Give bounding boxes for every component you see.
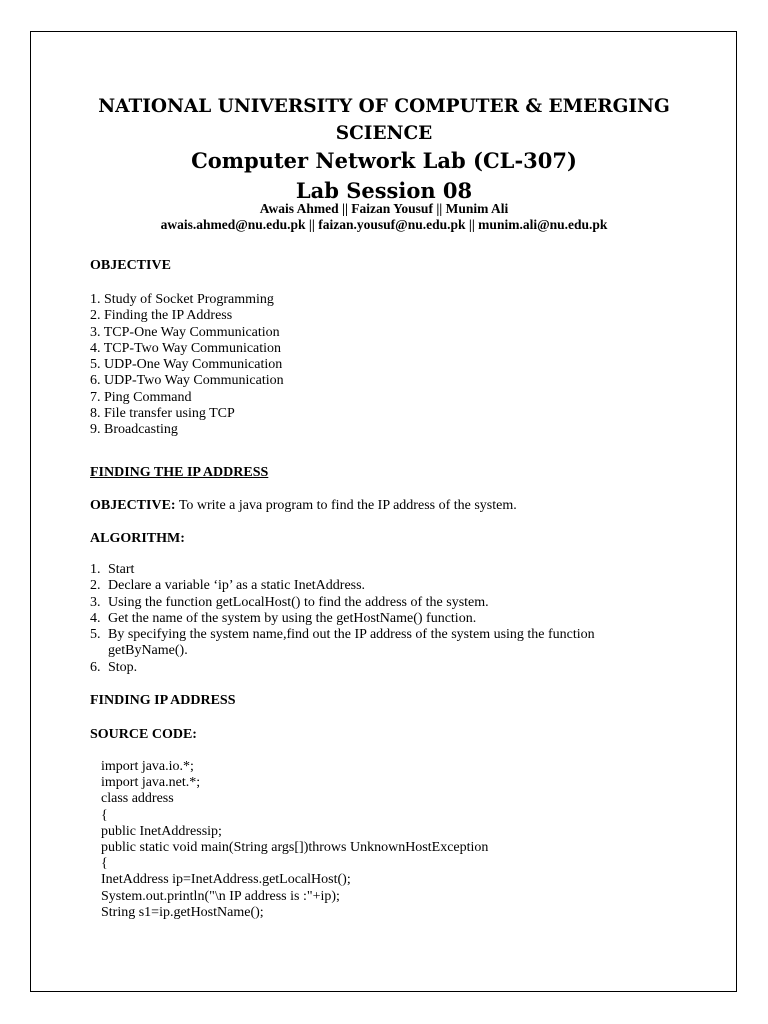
- author-emails: awais.ahmed@nu.edu.pk || faizan.yousuf@nu.edu.pk || munim.ali@nu.edu.pk: [160, 217, 608, 232]
- code-line: import java.net.*;: [101, 775, 201, 791]
- university-name-line2: SCIENCE: [335, 123, 433, 144]
- list-item: 9. Broadcasting: [90, 422, 178, 438]
- code-line: public static void main(String args[])throws UnknownHostException: [101, 839, 489, 855]
- ip-objective-text: To write a java program to find the IP address of the system.: [175, 498, 517, 513]
- algorithm-step: [90, 627, 628, 660]
- list-item: 4. TCP-Two Way Communication: [90, 340, 282, 356]
- code-line: String s1=ip.getHostName();: [101, 904, 264, 920]
- step-text: Using the function getLocalHost() to find the address of the system.: [108, 594, 489, 610]
- objective-heading: OBJECTIVE: [90, 258, 171, 273]
- step-number: 3.: [90, 594, 101, 610]
- course-title: Computer Network Lab (CL-307): [191, 148, 577, 173]
- list-item: 2. Finding the IP Address: [90, 308, 233, 324]
- list-item: 8. File transfer using TCP: [90, 406, 235, 422]
- code-line: System.out.println("\n IP address is :"+ip);: [101, 888, 340, 904]
- code-line: import java.io.*;: [101, 759, 194, 774]
- subsection-heading-finding-ip: FINDING IP ADDRESS: [90, 693, 236, 708]
- step-number: 4.: [90, 610, 101, 626]
- step-text: By specifying the system name,find out the IP address of the system using the function getByName().: [108, 627, 595, 659]
- step-text: Get the name of the system by using the getHostName() function.: [108, 610, 477, 626]
- step-number: 5.: [90, 627, 101, 643]
- ip-objective-label: OBJECTIVE:: [90, 498, 176, 513]
- code-line: {: [101, 856, 108, 872]
- algorithm-step: [90, 611, 628, 627]
- step-number: 6.: [90, 659, 101, 675]
- step-number: 1.: [90, 562, 101, 577]
- algorithm-step: [90, 595, 628, 611]
- code-line: class address: [101, 791, 174, 807]
- step-text: Declare a variable ‘ip’ as a static InetAddress.: [108, 578, 366, 594]
- university-name-line1: NATIONAL UNIVERSITY OF COMPUTER & EMERGING: [98, 96, 670, 117]
- ip-objective-paragraph: [90, 498, 517, 514]
- algorithm-step: [90, 660, 628, 676]
- algorithm-steps: [90, 562, 628, 676]
- list-item: 6. UDP-Two Way Communication: [90, 373, 284, 389]
- course-header: [0, 146, 768, 206]
- code-line: InetAddress ip=InetAddress.getLocalHost();: [101, 872, 351, 888]
- code-line: public InetAddressip;: [101, 823, 222, 839]
- page-header: [0, 93, 768, 147]
- algorithm-step: [90, 578, 628, 594]
- author-block: [0, 201, 768, 233]
- list-item: 3. TCP-One Way Communication: [90, 324, 280, 340]
- algorithm-step: [90, 562, 628, 578]
- step-text: Stop.: [108, 659, 138, 675]
- source-code-heading: SOURCE CODE:: [90, 727, 197, 742]
- code-block: [101, 759, 488, 921]
- step-text: Start: [108, 562, 135, 577]
- section-heading-finding-ip: FINDING THE IP ADDRESS: [90, 465, 269, 480]
- list-item: 7. Ping Command: [90, 389, 192, 405]
- author-names: Awais Ahmed || Faizan Yousuf || Munim Ali: [259, 201, 509, 216]
- step-number: 2.: [90, 578, 101, 594]
- code-line: {: [101, 807, 108, 823]
- session-title: Lab Session 08: [295, 178, 473, 203]
- objective-list: [90, 292, 284, 439]
- list-item: 1. Study of Socket Programming: [90, 292, 274, 307]
- list-item: 5. UDP-One Way Communication: [90, 357, 283, 373]
- algorithm-heading: ALGORITHM:: [90, 531, 185, 546]
